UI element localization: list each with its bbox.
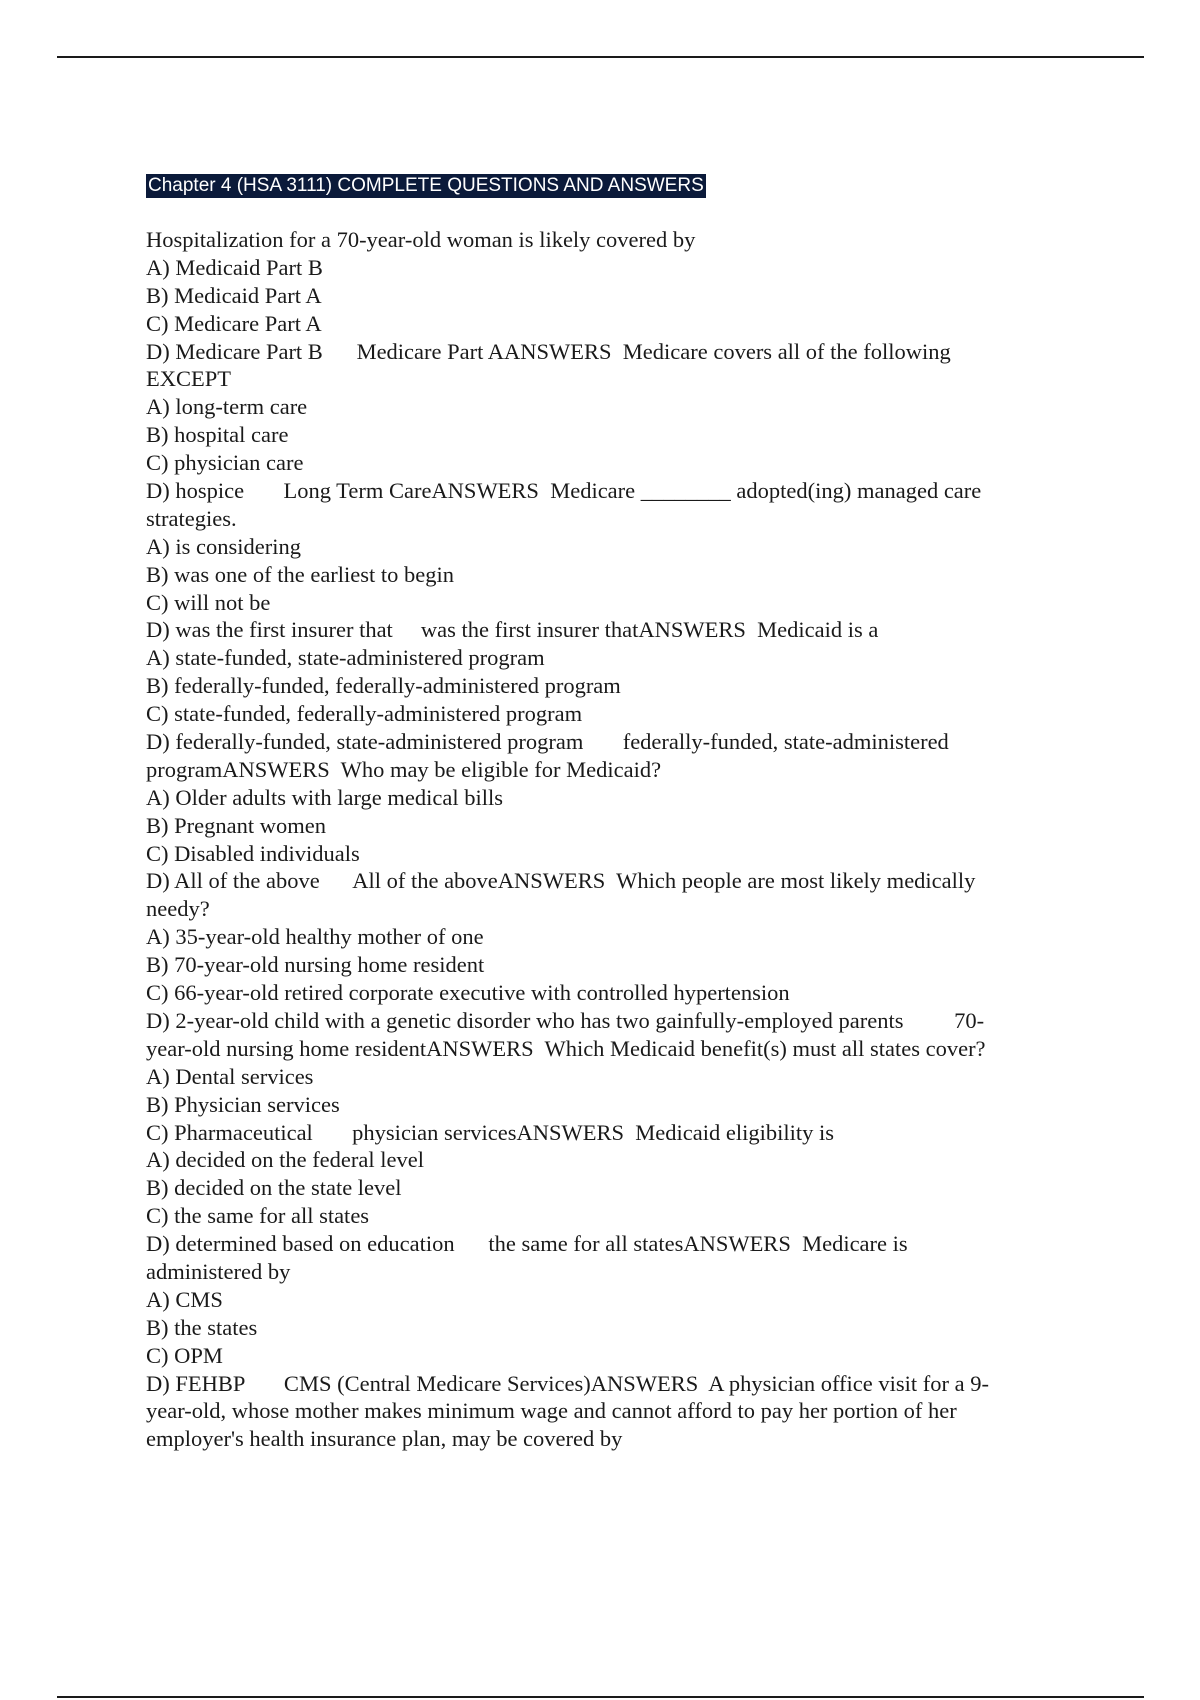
text-line: D) was the first insurer that was the first insurer thatANSWERS Medicaid is a [146, 617, 879, 643]
text-line: A) decided on the federal level [146, 1147, 424, 1173]
text-line: B) Pregnant women [146, 812, 326, 838]
text-line: C) the same for all states [146, 1203, 370, 1229]
text-line: D) hospice Long Term CareANSWERS Medicare ________ adopted(ing) managed care [146, 478, 982, 504]
text-line: C) 66-year-old retired corporate executive with controlled hypertension [146, 980, 790, 1006]
text-line: A) 35-year-old healthy mother of one [146, 924, 484, 950]
text-line: C) OPM [146, 1342, 223, 1368]
document-body [146, 226, 1066, 1453]
text-line: administered by [146, 1258, 291, 1284]
text-line: B) Medicaid Part A [146, 282, 322, 308]
text-line: B) federally-funded, federally-administered program [146, 673, 621, 699]
text-line: D) determined based on education the same for all statesANSWERS Medicare is [146, 1231, 908, 1257]
text-line: A) long-term care [146, 394, 308, 420]
text-line: D) 2-year-old child with a genetic disorder who has two gainfully-employed parents 70- [146, 1007, 985, 1033]
text-line: C) physician care [146, 450, 304, 476]
text-line: C) Medicare Part A [146, 310, 322, 336]
header-rule [57, 56, 1144, 58]
text-line: A) is considering [146, 533, 301, 559]
text-line: B) the states [146, 1314, 258, 1340]
text-line: A) state-funded, state-administered program [146, 645, 545, 671]
text-line: C) state-funded, federally-administered program [146, 701, 583, 727]
text-line: C) Pharmaceutical physician servicesANSWERS Medicaid eligibility is [146, 1119, 834, 1145]
text-line: year-old nursing home residentANSWERS Which Medicaid benefit(s) must all states cover? [146, 1035, 986, 1061]
text-line: C) Disabled individuals [146, 840, 360, 866]
text-line: B) was one of the earliest to begin [146, 561, 455, 587]
text-line: B) hospital care [146, 422, 289, 448]
text-line: year-old, whose mother makes minimum wage and cannot afford to pay her portion of her [146, 1398, 957, 1424]
text-line: B) 70-year-old nursing home resident [146, 952, 485, 978]
document-title: Chapter 4 (HSA 3111) COMPLETE QUESTIONS AND ANSWERS [148, 175, 704, 196]
text-line: A) Medicaid Part B [146, 254, 323, 280]
text-line: A) CMS [146, 1286, 223, 1312]
text-line: employer's health insurance plan, may be covered by [146, 1426, 623, 1452]
text-line: Hospitalization for a 70-year-old woman is likely covered by [146, 227, 696, 252]
text-line: strategies. [146, 505, 237, 531]
text-line: C) will not be [146, 589, 271, 615]
text-line: needy? [146, 896, 210, 922]
text-line: EXCEPT [146, 366, 232, 392]
footer-rule [57, 1696, 1144, 1698]
text-line: B) Physician services [146, 1091, 340, 1117]
text-line: B) decided on the state level [146, 1175, 402, 1201]
text-line: D) federally-funded, state-administered program federally-funded, state-administered [146, 729, 949, 755]
text-line: D) Medicare Part B Medicare Part AANSWERS Medicare covers all of the following [146, 338, 951, 364]
text-line: A) Older adults with large medical bills [146, 784, 504, 810]
text-line: D) All of the above All of the aboveANSWERS Which people are most likely medically [146, 868, 976, 894]
text-line: programANSWERS Who may be eligible for Medicaid? [146, 756, 662, 782]
text-line: A) Dental services [146, 1063, 314, 1089]
text-line: D) FEHBP CMS (Central Medicare Services)ANSWERS A physician office visit for a 9- [146, 1370, 990, 1396]
